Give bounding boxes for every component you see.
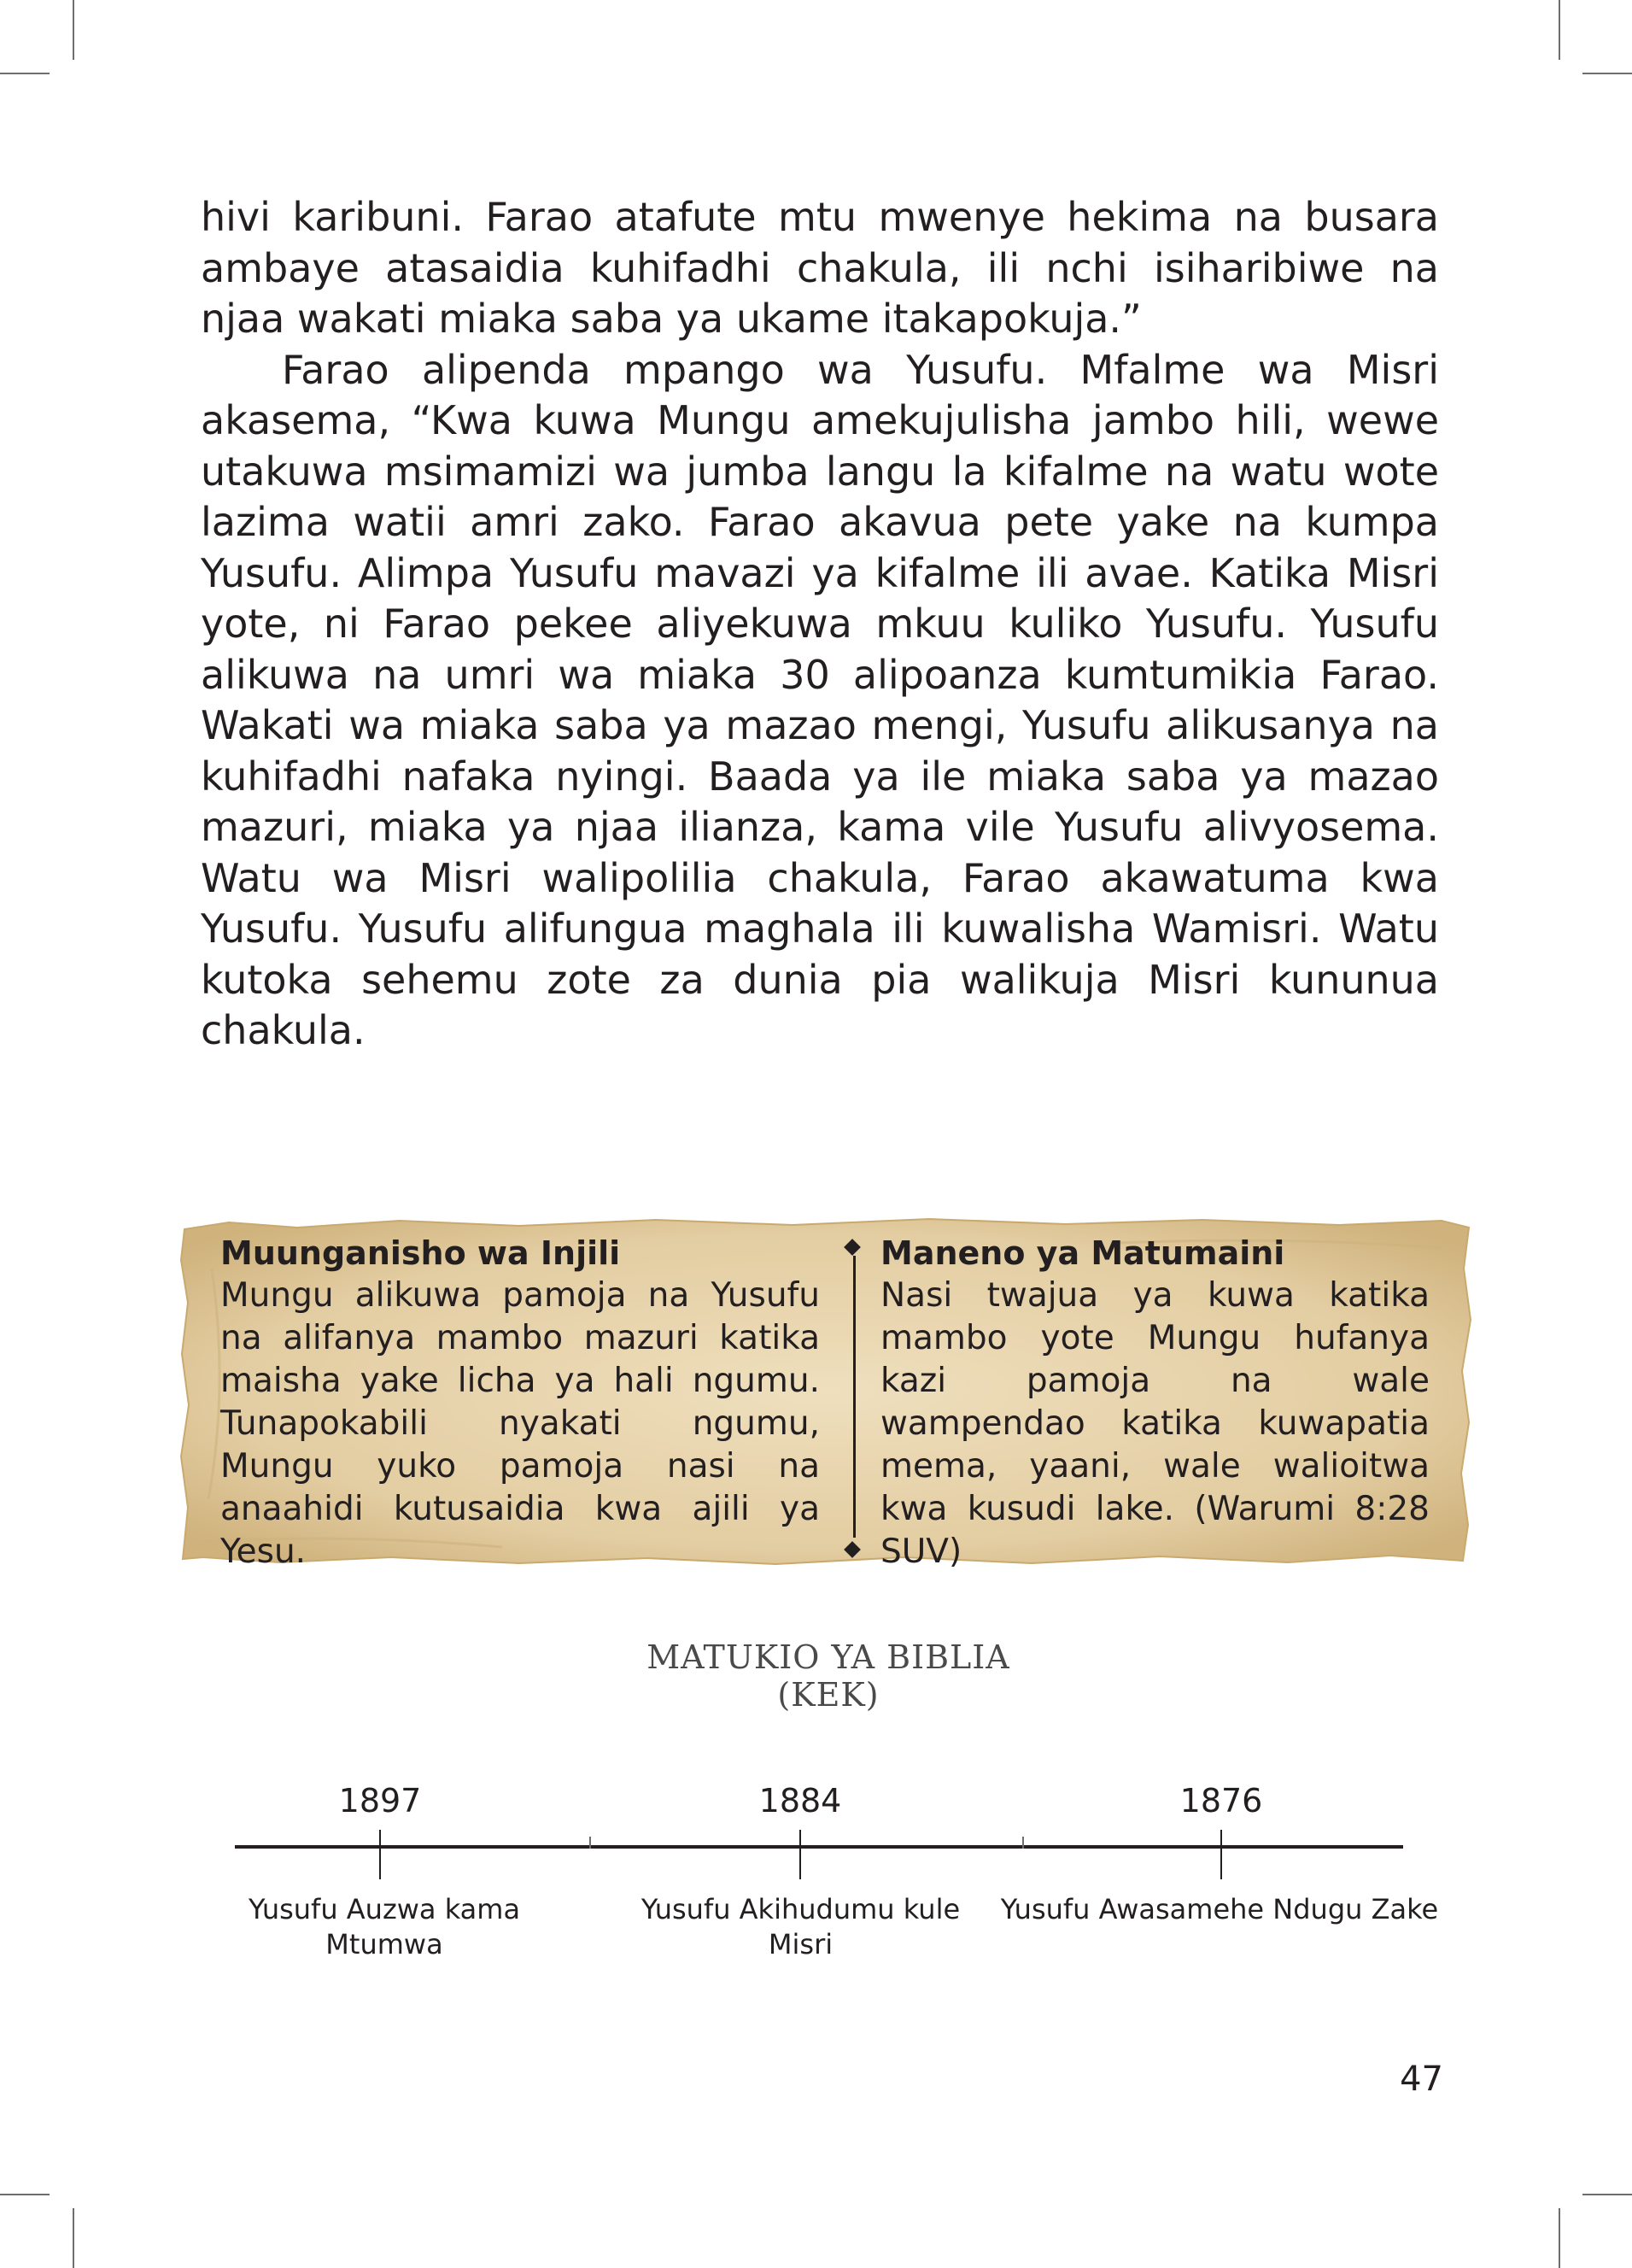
crop-mark: [73, 0, 74, 60]
column-divider: [853, 1256, 856, 1538]
timeline-year-3: 1876: [1179, 1782, 1263, 1820]
timeline-minor-tick: [1022, 1837, 1024, 1849]
timeline-year-1: 1897: [338, 1782, 422, 1820]
gospel-connection-text: Mungu alikuwa pamoja na Yusufu na alifanya mambo mazuri katika maisha yake licha ya hali ngumu. Tunapokabili nyakati ngumu, Mungu yuko pamoja nasi na anaahidi kutusaidia kwa ajili ya Yesu.: [220, 1276, 820, 1571]
story-paragraph-2: Farao alipenda mpango wa Yusufu. Mfalme wa Misri akasema, “Kwa kuwa Mungu amekujulisha jambo hili, wewe utakuwa msimamizi wa jumba langu la kifalme na watu wote lazima watii amri zako. Farao akavua pete yake na kumpa Yusufu. Alimpa Yusufu mavazi ya kifalme ili avae. Katika Misri yote, ni Farao pekee aliyekuwa mkuu kuliko Yusufu. Yusufu alikuwa na umri wa miaka 30 alipoanza kumtumikia Farao. Wakati wa miaka saba ya mazao mengi, Yusufu alikusanya na kuhifadhi nafaka nyingi. Baada ya ile miaka saba ya mazao mazuri, miaka ya njaa ilianza, kama vile Yusufu alivyosema. Watu wa Misri walipolilia chakula, Farao akawatuma kwa Yusufu. Yusufu alifungua maghala ili kuwalisha Wamisri. Watu kutoka sehemu zote za dunia pia walikuja Misri kununua chakula.: [201, 346, 1439, 1053]
gospel-connection-box: [178, 1217, 1476, 1571]
crop-mark: [0, 73, 50, 74]
words-of-hope-column: [880, 1232, 1430, 1574]
timeline-tick-1: [379, 1830, 381, 1879]
timeline-label-1: Yusufu Auzwa kama Mtumwa: [248, 1893, 521, 1960]
bible-events-timeline: [0, 1777, 1632, 1990]
timeline-heading: MATUKIO YA BIBLIA: [646, 1638, 1010, 1676]
crop-mark: [1582, 73, 1632, 74]
crop-mark: [0, 2194, 50, 2195]
timeline-tick-3: [1220, 1830, 1222, 1879]
gospel-connection-column: [220, 1232, 820, 1574]
crop-mark: [1559, 2208, 1560, 2268]
page-number: 47: [1400, 2060, 1443, 2099]
story-paragraph-1: hivi karibuni. Farao atafute mtu mwenye hekima na busara ambaye atasaidia kuhifadhi chakula, ili nchi isiharibiwe na njaa wakati miaka saba ya ukame itakapokuja.”: [201, 194, 1439, 342]
crop-mark: [1582, 2194, 1632, 2195]
timeline-title: [444, 1638, 1213, 1714]
timeline-axis: [235, 1845, 1403, 1849]
words-of-hope-heading: Maneno ya Matumaini: [880, 1234, 1285, 1272]
words-of-hope-text: Nasi twajua ya kuwa katika mambo yote Mungu hufanya kazi pamoja na wale wampendao katika kuwapatia mema, yaani, wale walioitwa kwa kusudi lake. (Warumi 8:28 SUV): [880, 1276, 1430, 1571]
story-text: [201, 192, 1439, 1057]
timeline-tick-2: [799, 1830, 801, 1879]
timeline-label-2: Yusufu Akihudumu kule Misri: [641, 1893, 961, 1960]
crop-mark: [1559, 0, 1560, 60]
timeline-subheading: (KEK): [777, 1676, 880, 1714]
gospel-connection-heading: Muunganisho wa Injili: [220, 1234, 621, 1272]
timeline-year-2: 1884: [758, 1782, 842, 1820]
timeline-label-3: Yusufu Awasamehe Ndugu Zake: [1000, 1893, 1439, 1925]
crop-mark: [73, 2208, 74, 2268]
timeline-minor-tick: [589, 1837, 591, 1849]
